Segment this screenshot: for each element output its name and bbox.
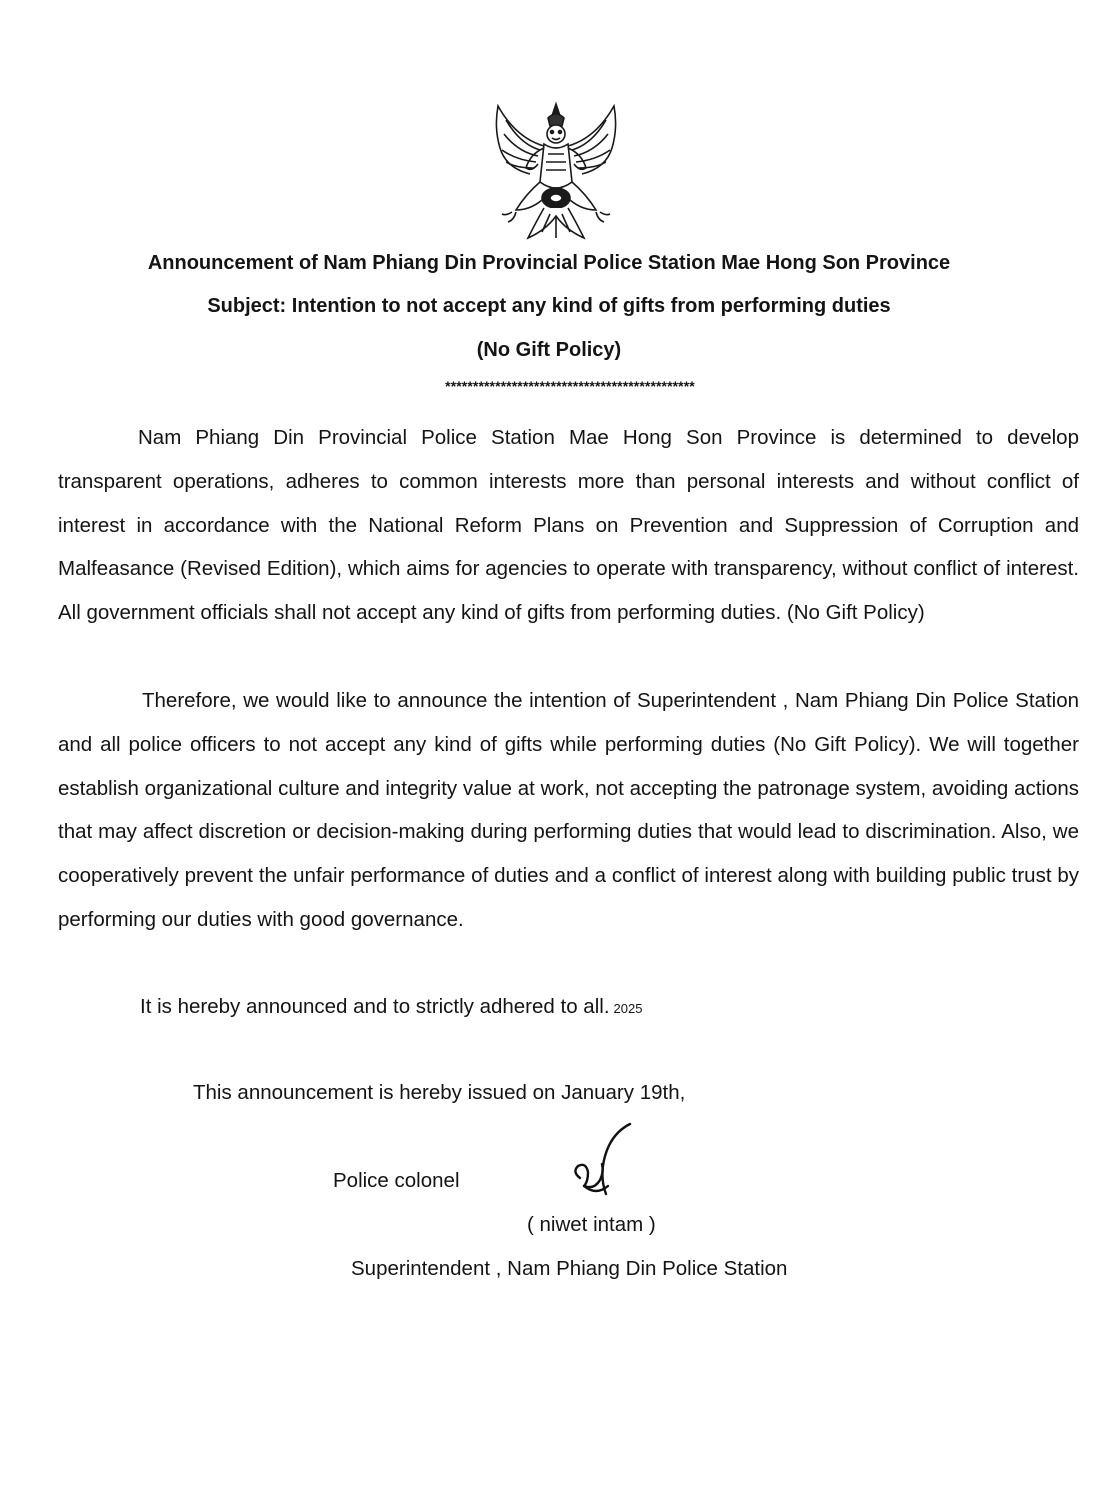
year-text: 2025: [613, 1001, 643, 1016]
garuda-emblem-icon: [486, 98, 626, 246]
issued-date: This announcement is hereby issued on January 19th,: [193, 1081, 686, 1104]
announcement-title: Announcement of Nam Phiang Din Provincial Police Station Mae Hong Son Province: [147, 252, 951, 274]
signer-position: Superintendent , Nam Phiang Din Police Station: [351, 1257, 788, 1280]
signature-icon: [566, 1120, 638, 1200]
body-paragraph-2: Therefore, we would like to announce the intention of Superintendent , Nam Phiang Din Police Station and all police officers to not accept any kind of gifts while performing duties (No Gift Policy). We will together establish organizational culture and integrity value at work, not accepting the patronage system, avoiding actions that may affect discretion or decision-making during performing duties that would lead to discrimination. Also, we cooperatively prevent the unfair performance of duties and a conflict of interest along with building public trust by performing our duties with good governance.: [58, 689, 1079, 931]
closing-statement: [140, 995, 642, 1019]
closing-text: It is hereby announced and to strictly adhered to all.: [140, 995, 610, 1018]
signer-rank: Police colonel: [333, 1169, 460, 1192]
separator-line: *********************************************: [445, 378, 695, 394]
body-paragraph-1: Nam Phiang Din Provincial Police Station Mae Hong Son Province is determined to develop transparent operations, adheres to common interests more than personal interests and without conflict of interest in accordance with the National Reform Plans on Prevention and Suppression of Corruption and Malfeasance (Revised Edition), which aims for agencies to operate with transparency, without conflict of interest. All government officials shall not accept any kind of gifts from performing duties. (No Gift Policy): [58, 426, 1079, 625]
announcement-subtitle: (No Gift Policy): [476, 339, 622, 361]
signer-name: ( niwet intam ): [527, 1213, 656, 1236]
announcement-subject: Subject: Intention to not accept any kind of gifts from performing duties: [207, 295, 891, 317]
